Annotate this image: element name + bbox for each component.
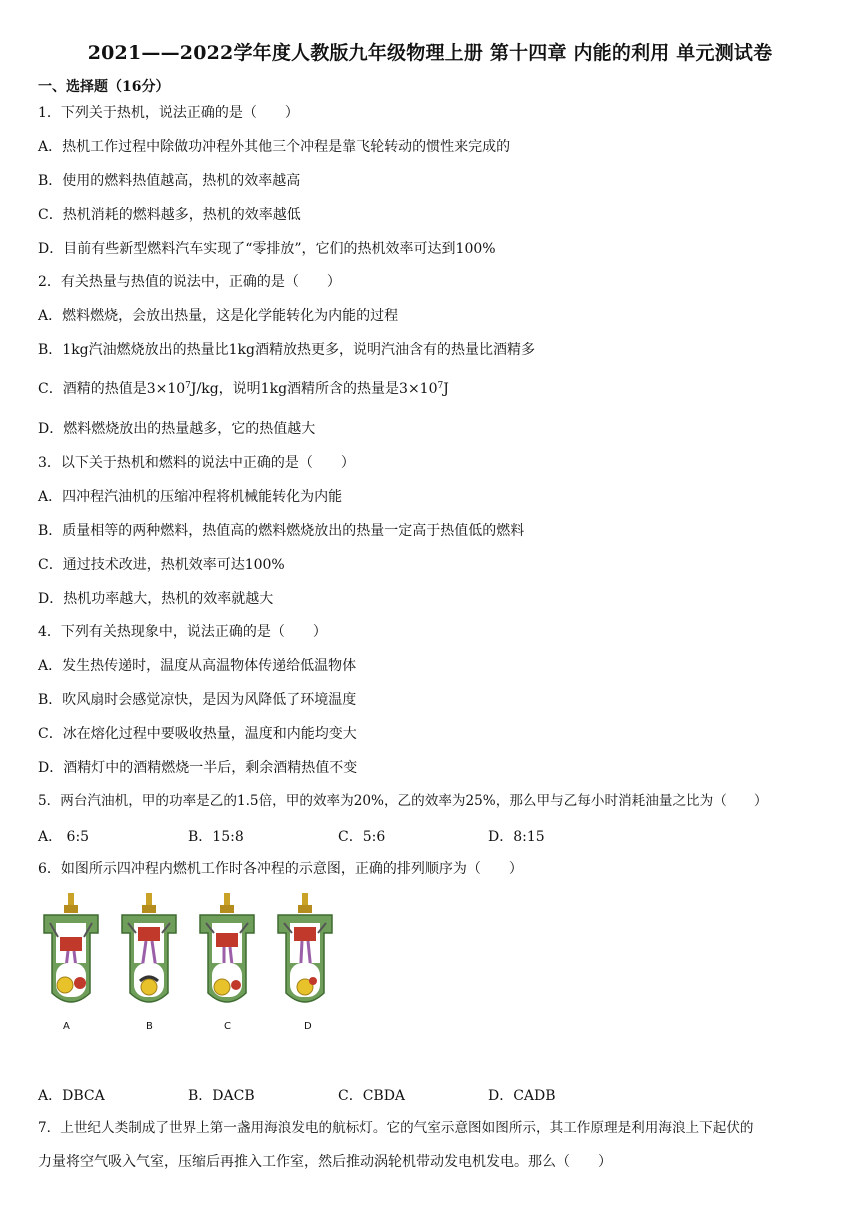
engine-stroke-figure — [38, 893, 338, 1038]
q2-c-post: J — [443, 381, 449, 397]
figure-label-c: C — [224, 1021, 231, 1032]
q2-c-exp1: 7 — [185, 381, 191, 391]
q4-option-d: D．酒精灯中的酒精燃烧一半后，剩余酒精热值不变 — [38, 760, 358, 776]
q3-option-d: D．热机功率越大，热机的效率就越大 — [38, 591, 274, 607]
q1-option-a: A．热机工作过程中除做功冲程外其他三个冲程是靠飞轮转动的惯性来完成的 — [38, 139, 511, 155]
q1-option-d: D．目前有些新型燃料汽车实现了“零排放”，它们的热机效率可达到100% — [38, 241, 496, 257]
q4-option-c: C．冰在熔化过程中要吸收热量，温度和内能均变大 — [38, 726, 357, 742]
q4-option-a: A．发生热传递时，温度从高温物体传递给低温物体 — [38, 658, 357, 674]
q5-option-a: A． 6:5 — [38, 829, 90, 845]
q2-option-c — [38, 380, 449, 398]
engine-diagram-a — [38, 893, 104, 1013]
q6-stem: 6．如图所示四冲程内燃机工作时各冲程的示意图，正确的排列顺序为（ ） — [38, 861, 523, 877]
q5-stem: 5．两台汽油机，甲的功率是乙的1.5倍，甲的效率为20%，乙的效率为25%，那么甲与乙每小时消耗油量之比为（ ） — [38, 793, 768, 809]
page-title: 2021——2022学年度人教版九年级物理上册 第十四章 内能的利用 单元测试卷 — [87, 42, 773, 64]
figure-label-d: D — [304, 1021, 312, 1032]
q5-option-c: C．5:6 — [338, 829, 386, 845]
q5-option-d: D．8:15 — [488, 829, 545, 845]
q1-option-b: B．使用的燃料热值越高，热机的效率越高 — [38, 173, 301, 189]
q6-option-b: B．DACB — [188, 1088, 255, 1104]
q2-c-mid: J/kg，说明1kg酒精所含的热量是3×10 — [190, 381, 438, 397]
q5-option-b: B．15:8 — [188, 829, 244, 845]
q7-stem-line1: 7．上世纪人类制成了世界上第一盏用海浪发电的航标灯。它的气室示意图如图所示，其工作原理是利用海浪上下起伏的 — [38, 1120, 754, 1136]
q2-stem: 2．有关热量与热值的说法中，正确的是（ ） — [38, 274, 341, 290]
q7-stem-line2: 力量将空气吸入气室，压缩后再推入工作室，然后推动涡轮机带动发电机发电。那么（ ） — [38, 1154, 612, 1170]
q1-option-c: C．热机消耗的燃料越多，热机的效率越低 — [38, 207, 301, 223]
q3-option-a: A．四冲程汽油机的压缩冲程将机械能转化为内能 — [38, 489, 343, 505]
q2-option-d: D．燃料燃烧放出的热量越多，它的热值越大 — [38, 421, 316, 437]
q6-option-d: D．CADB — [488, 1088, 556, 1104]
figure-label-b: B — [146, 1021, 153, 1032]
q1-stem: 1．下列关于热机，说法正确的是（ ） — [38, 105, 299, 121]
q2-c-exp2: 7 — [437, 381, 444, 391]
q4-stem: 4．下列有关热现象中，说法正确的是（ ） — [38, 624, 327, 640]
q2-option-a: A．燃料燃烧，会放出热量，这是化学能转化为内能的过程 — [38, 308, 399, 324]
q4-option-b: B．吹风扇时会感觉凉快，是因为风降低了环境温度 — [38, 692, 357, 708]
q6-option-c: C．CBDA — [338, 1088, 406, 1104]
q3-stem: 3．以下关于热机和燃料的说法中正确的是（ ） — [38, 455, 355, 471]
engine-diagram-b — [116, 893, 182, 1013]
q3-option-c: C．通过技术改进，热机效率可达100% — [38, 557, 285, 573]
engine-diagram-d — [272, 893, 338, 1013]
engine-diagram-c — [194, 893, 260, 1013]
q3-option-b: B．质量相等的两种燃料，热值高的燃料燃烧放出的热量一定高于热值低的燃料 — [38, 523, 525, 539]
section-heading: 一、选择题（16分） — [38, 79, 170, 95]
q2-option-b: B．1kg汽油燃烧放出的热量比1kg酒精放热更多，说明汽油含有的热量比酒精多 — [38, 342, 535, 358]
figure-label-a: A — [63, 1021, 70, 1032]
q2-c-pre: C．酒精的热值是3×10 — [38, 381, 186, 397]
q6-option-a: A．DBCA — [38, 1088, 105, 1104]
